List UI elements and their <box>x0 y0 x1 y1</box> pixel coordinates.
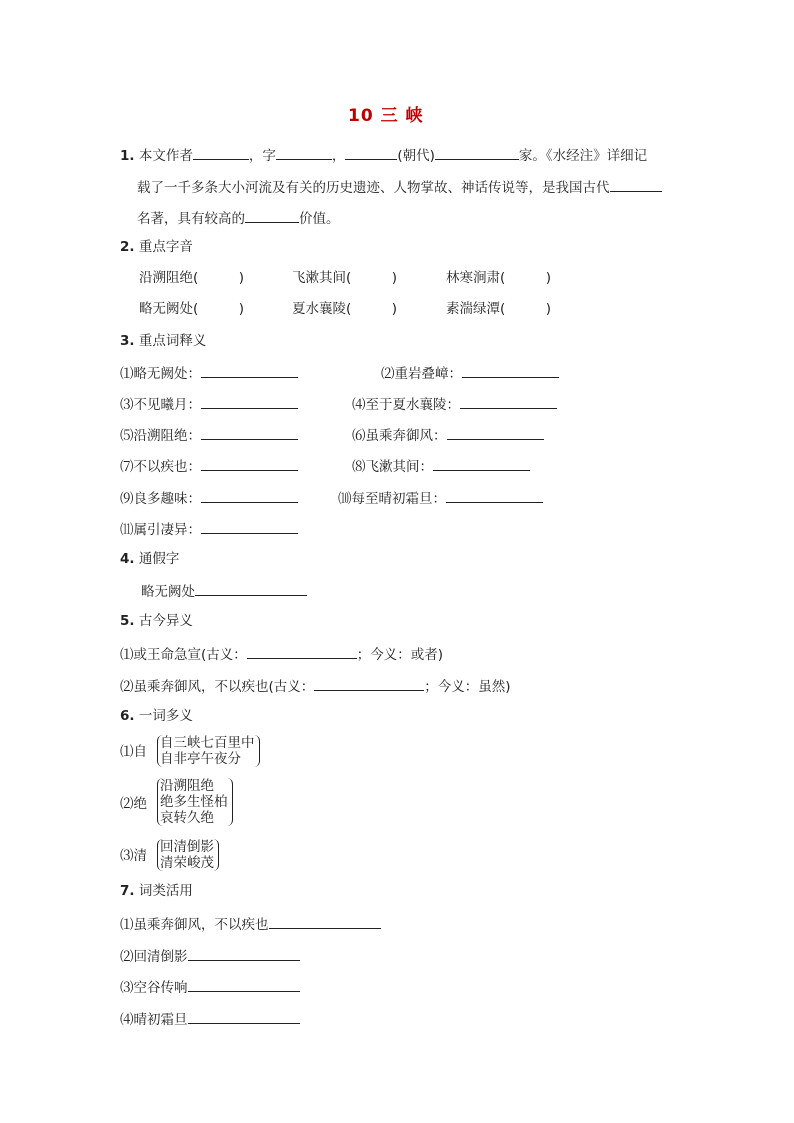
item-label: ；今义：或者) <box>356 647 444 663</box>
item-label: ⑵虽乘奔御风，不以疾也(古义： <box>120 679 315 695</box>
answer-blank[interactable] <box>433 456 530 471</box>
item-label: ⑺不以疾也： <box>120 459 201 475</box>
tongjia-item <box>141 581 307 601</box>
section-title: 重点词释义 <box>138 333 207 349</box>
cilei-item <box>120 977 300 997</box>
item-label: ⑼良多趣味： <box>120 491 201 507</box>
cilei-item <box>120 914 381 934</box>
polysemy-line: 哀转久绝 <box>160 810 214 826</box>
question-number: 1. <box>120 148 135 164</box>
answer-blank[interactable] <box>610 177 662 192</box>
answer-blank[interactable] <box>201 394 298 409</box>
item-label: ⑵回清倒影 <box>120 949 188 965</box>
polysemy-line: 自非亭午夜分 <box>160 751 241 767</box>
page-title: 10 三 峡 <box>348 106 424 126</box>
answer-blank[interactable] <box>201 456 298 471</box>
item-label: ；今义：虽然) <box>424 679 511 695</box>
answer-blank[interactable] <box>195 581 307 596</box>
answer-blank[interactable] <box>276 145 332 160</box>
definition-item <box>352 394 557 414</box>
answer-blank[interactable] <box>201 363 298 378</box>
definition-item <box>120 488 298 508</box>
definition-item <box>120 456 298 476</box>
definition-item <box>120 363 298 383</box>
definition-item <box>352 456 530 476</box>
answer-blank[interactable] <box>188 946 300 961</box>
definition-item <box>338 488 543 508</box>
question-text: 价值。 <box>299 211 340 227</box>
polysemy-brace <box>157 735 260 767</box>
phonetic-item[interactable]: 沿溯阻绝( ) <box>139 270 245 286</box>
question-number: 4. <box>120 551 135 567</box>
answer-blank[interactable] <box>188 1009 300 1024</box>
question-text: ，字 <box>248 148 276 164</box>
polysemy-brace <box>157 839 219 871</box>
answer-blank[interactable] <box>193 145 249 160</box>
item-label: 略无阙处 <box>141 584 195 600</box>
question-number: 2. <box>120 239 135 255</box>
question-6-heading <box>120 707 193 725</box>
item-label: ⑴或王命急宣(古义： <box>120 647 247 663</box>
item-label: ⑸沿溯阻绝： <box>120 428 201 444</box>
polysemy-line: 自三峡七百里中 <box>160 735 255 751</box>
answer-blank[interactable] <box>345 145 397 160</box>
question-1-line-2 <box>137 177 662 197</box>
gujin-item <box>120 644 443 664</box>
answer-blank[interactable] <box>245 208 299 223</box>
answer-blank[interactable] <box>435 145 519 160</box>
question-text: ， <box>331 148 346 164</box>
answer-blank[interactable] <box>201 488 298 503</box>
question-3-heading <box>120 332 206 350</box>
question-text: 家。《水经注》详细记 <box>518 148 648 164</box>
answer-blank[interactable] <box>462 363 559 378</box>
polysemy-line: 绝多生怪柏 <box>160 794 228 810</box>
polysemy-brace <box>157 778 233 826</box>
definition-item <box>120 519 298 539</box>
polysemy-line: 回清倒影 <box>160 839 214 855</box>
answer-blank[interactable] <box>314 676 424 691</box>
phonetic-item[interactable]: 夏水襄陵( ) <box>292 301 398 317</box>
polysemy-label: ⑶清 <box>120 848 147 864</box>
question-1-line-1 <box>120 145 647 165</box>
item-label: ⑶不见曦月： <box>120 397 201 413</box>
question-number: 3. <box>120 333 135 349</box>
answer-blank[interactable] <box>446 488 543 503</box>
item-label: ⑷晴初霜旦 <box>120 1012 188 1028</box>
item-label: ⑹虽乘奔御风： <box>352 428 447 444</box>
phonetic-item[interactable]: 飞漱其间( ) <box>292 270 398 286</box>
question-number: 6. <box>120 708 135 724</box>
answer-blank[interactable] <box>447 425 544 440</box>
question-text: 名著，具有较高的 <box>137 211 245 227</box>
polysemy-label: ⑵绝 <box>120 796 147 812</box>
item-label: ⑷至于夏水襄陵： <box>352 397 460 413</box>
section-title: 古今异义 <box>138 613 193 629</box>
answer-blank[interactable] <box>188 977 300 992</box>
question-number: 7. <box>120 883 135 899</box>
definition-item <box>120 425 298 445</box>
item-label: ⑻飞漱其间： <box>352 459 433 475</box>
question-text: 载了一千多条大小河流及有关的历史遗迹、人物掌故、神话传说等，是我国古代 <box>137 180 610 196</box>
item-label: ⑽每至晴初霜旦： <box>338 491 446 507</box>
question-text: 本文作者 <box>138 148 193 164</box>
polysemy-line: 清荣峻茂 <box>160 855 214 871</box>
definition-item <box>352 425 544 445</box>
phonetic-item[interactable]: 素湍绿潭( ) <box>446 301 552 317</box>
phonetic-item[interactable]: 林寒涧肃( ) <box>446 270 552 286</box>
item-label: ⑵重岩叠嶂： <box>381 366 462 382</box>
answer-blank[interactable] <box>269 914 381 929</box>
section-title: 通假字 <box>138 551 180 567</box>
question-4-heading <box>120 550 179 568</box>
question-number: 5. <box>120 613 135 629</box>
cilei-item <box>120 1009 300 1029</box>
question-1-line-3 <box>137 208 340 228</box>
question-7-heading <box>120 882 193 900</box>
section-title: 词类活用 <box>138 883 193 899</box>
answer-blank[interactable] <box>201 519 298 534</box>
cilei-item <box>120 946 300 966</box>
answer-blank[interactable] <box>247 644 357 659</box>
polysemy-line: 沿溯阻绝 <box>160 778 214 794</box>
section-title: 重点字音 <box>138 239 193 255</box>
item-label: ⑴虽乘奔御风，不以疾也 <box>120 917 269 933</box>
definition-item <box>381 363 559 383</box>
question-5-heading <box>120 612 193 630</box>
phonetic-item[interactable]: 略无阙处( ) <box>139 301 245 317</box>
item-label: ⑶空谷传响 <box>120 980 188 996</box>
question-text: (朝代) <box>397 148 435 164</box>
answer-blank[interactable] <box>460 394 557 409</box>
polysemy-label: ⑴自 <box>120 744 147 760</box>
question-2-heading <box>120 238 193 256</box>
item-label: ⑾属引凄异： <box>120 522 201 538</box>
section-title: 一词多义 <box>138 708 193 724</box>
item-label: ⑴略无阙处： <box>120 366 201 382</box>
answer-blank[interactable] <box>201 425 298 440</box>
gujin-item <box>120 676 511 696</box>
definition-item <box>120 394 298 414</box>
